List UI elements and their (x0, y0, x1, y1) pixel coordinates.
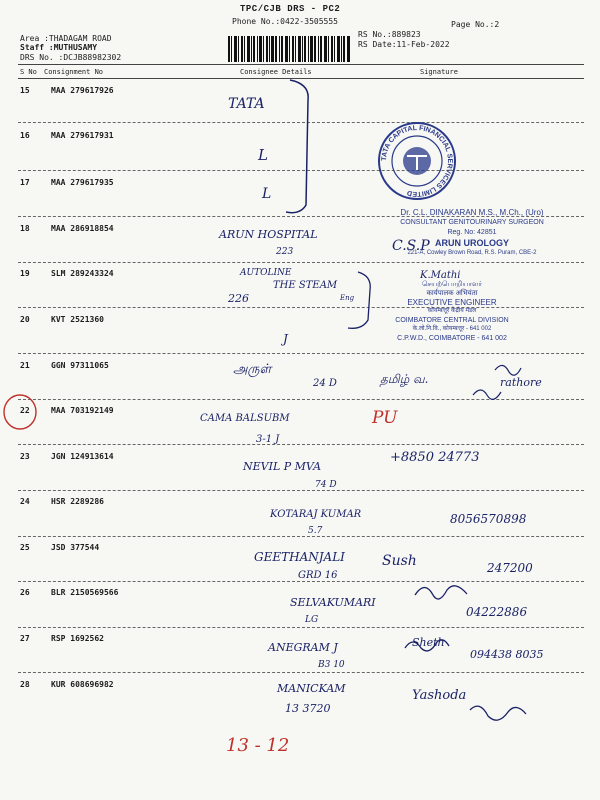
sheet-title: TPC/CJB DRS - PC2 (240, 4, 341, 14)
hw-row24-door: 5.7 (308, 526, 323, 536)
hw-row21-signature2: rathore (500, 376, 542, 389)
staff-field: Staff :MUTHUSAMY (20, 43, 98, 52)
hw-number: 226 (228, 292, 249, 305)
hw-row22-door: 3-1 J (256, 434, 280, 445)
hw-csp: C.S.P (392, 238, 430, 254)
stamp-line: के.लो.नि.वि., कोयम्बत्तूर - 641 002 (412, 326, 492, 332)
consignment-number: MAA 703192149 (51, 406, 114, 415)
hw-tata: TATA (228, 96, 265, 112)
stamp-line: EXECUTIVE ENGINEER (407, 298, 497, 307)
executive-engineer-stamp (384, 280, 520, 343)
seal-ring-text: TATA CAPITAL FINANCIAL SERVICES LIMITED (380, 124, 454, 198)
hw-row21-signature: தமிழ் வ. (380, 372, 429, 386)
hw-l: L (262, 186, 272, 202)
tata-capital-seal-icon (376, 120, 458, 202)
hw-eng: Eng (340, 294, 355, 302)
row-number: 20 (20, 315, 30, 324)
barcode-icon (228, 36, 350, 62)
hw-j: J (283, 332, 288, 346)
row-number: 18 (20, 224, 30, 233)
signature-scribble (415, 586, 467, 599)
hw-row23-name: NEVIL P MVA (243, 460, 322, 473)
hw-row24-name: KOTARAJ KUMAR (270, 509, 362, 520)
consignment-number: KVT 2521360 (51, 315, 104, 324)
header-top-rule (18, 64, 584, 65)
row-divider (18, 444, 584, 445)
stamp-line: 221-A, Cowley Brown Road, R.S. Puram, CBE-2 (407, 250, 537, 256)
row-number: 27 (20, 634, 30, 643)
row-number: 26 (20, 588, 30, 597)
hw-row23-phone: +8850 24773 (390, 450, 480, 465)
hw-row25-name: GEETHANJALI (254, 550, 345, 564)
signature-scribble (470, 706, 526, 720)
consignment-number: JGN 124913614 (51, 452, 114, 461)
consignment-number: MAA 286918854 (51, 224, 114, 233)
stamp-line: कार्यपालक अभियंता (426, 290, 478, 297)
hw-row25-door: GRD 16 (298, 570, 338, 581)
row-number: 28 (20, 680, 30, 689)
hw-kmathi: K.Mathi (420, 270, 461, 281)
row-number: 17 (20, 178, 30, 187)
row-divider (18, 490, 584, 491)
hw-l: L (258, 146, 268, 164)
row-divider (18, 627, 584, 628)
stamp-line: Reg. No: 42851 (447, 229, 497, 236)
row-divider (18, 581, 584, 582)
row-divider (18, 672, 584, 673)
consignment-number: MAA 279617935 (51, 178, 114, 187)
doctor-stamp (384, 208, 560, 258)
hw-the-steam: THE STEAM (273, 280, 338, 291)
stamp-line: C.P.W.D., COIMBATORE - 641 002 (397, 335, 507, 342)
signature-scribble (495, 365, 521, 375)
consignment-number: RSP 1692562 (51, 634, 104, 643)
hw-row26-door: LG (305, 615, 319, 625)
rs-date: RS Date:11-Feb-2022 (358, 40, 450, 49)
col-consignment: Consignment No (44, 68, 104, 76)
hw-row23-door: 74 D (315, 480, 337, 490)
area-field: Area :THADAGAM ROAD (20, 34, 112, 43)
stamp-line: ARUN UROLOGY (435, 238, 509, 248)
row-number: 19 (20, 269, 30, 278)
stamp-line: செயற்பொறியாளர் (421, 281, 483, 288)
hw-arun-hospital: ARUN HOSPITAL (219, 228, 318, 241)
row-divider (18, 122, 584, 123)
page-number: Page No.:2 (451, 20, 500, 29)
hw-number: 223 (276, 247, 294, 257)
consignment-number: MAA 279617926 (51, 86, 114, 95)
stamp-line: कोयम्बत्तूर केंद्रीय मंडल (427, 308, 477, 314)
hw-row28-signature: Yashoda (412, 688, 467, 703)
hw-row22-name: CAMA BALSUBM (200, 413, 290, 424)
phone-number: Phone No.:0422-3505555 (232, 17, 338, 26)
row-divider (18, 399, 584, 400)
row-number: 15 (20, 86, 30, 95)
stamp-line: CONSULTANT GENITOURINARY SURGEON (400, 219, 544, 226)
col-consignee-details: Consignee Details (240, 68, 312, 76)
hw-row27-door: B3 10 (318, 660, 345, 670)
row-divider (18, 353, 584, 354)
row-number: 16 (20, 131, 30, 140)
hw-row28-door: 13 3720 (285, 702, 331, 715)
hw-row24-phone: 8056570898 (450, 512, 527, 526)
consignment-number: BLR 2150569566 (51, 588, 119, 597)
hw-row26-name: SELVAKUMARI (290, 596, 376, 609)
row-number: 23 (20, 452, 30, 461)
consignment-number: KUR 608696982 (51, 680, 114, 689)
consignment-number: HSR 2289286 (51, 497, 104, 506)
row-number: 22 (20, 406, 30, 415)
drs-number: DRS No. :DCJB88982302 (20, 53, 122, 62)
consignment-number: SLM 289243324 (51, 269, 114, 278)
hw-row25-number: 247200 (487, 561, 533, 575)
consignment-number: MAA 279617931 (51, 131, 114, 140)
row-divider (18, 170, 584, 171)
row-number: 24 (20, 497, 30, 506)
hw-row28-name: MANICKAM (277, 682, 346, 695)
stamp-line: Dr. C.L. DINAKARAN M.S., M.Ch., (Uro) (400, 208, 544, 217)
hw-row22-pu: PU (372, 408, 398, 428)
consignment-number: GGN 97311065 (51, 361, 109, 370)
header-bottom-rule (18, 78, 584, 79)
row-divider (18, 536, 584, 537)
hw-row27-signature: Sheth (412, 636, 445, 649)
stamp-line: COIMBATORE CENTRAL DIVISION (395, 317, 509, 324)
hw-row21-door: 24 D (313, 378, 337, 389)
hw-row26-number: 04222886 (466, 605, 528, 619)
signature-scribble (473, 390, 501, 399)
hw-autoline: AUTOLINE (240, 268, 292, 278)
col-signature: Signature (420, 68, 458, 76)
hw-row27-number: 094438 8035 (470, 648, 544, 661)
col-sno: S No (20, 68, 37, 76)
hw-row25-signature: Sush (382, 553, 417, 569)
hw-total-count: 13 - 12 (226, 735, 290, 756)
row-divider (18, 262, 584, 263)
consignment-number: JSD 377544 (51, 543, 100, 552)
row-number: 25 (20, 543, 30, 552)
rs-number: RS No.:889823 (358, 30, 421, 39)
bracket-rows-15-17 (286, 80, 308, 213)
row-number: 21 (20, 361, 30, 370)
hw-row21-name: அருள் (233, 362, 272, 377)
hw-row27-name: ANEGRAM J (268, 641, 338, 654)
